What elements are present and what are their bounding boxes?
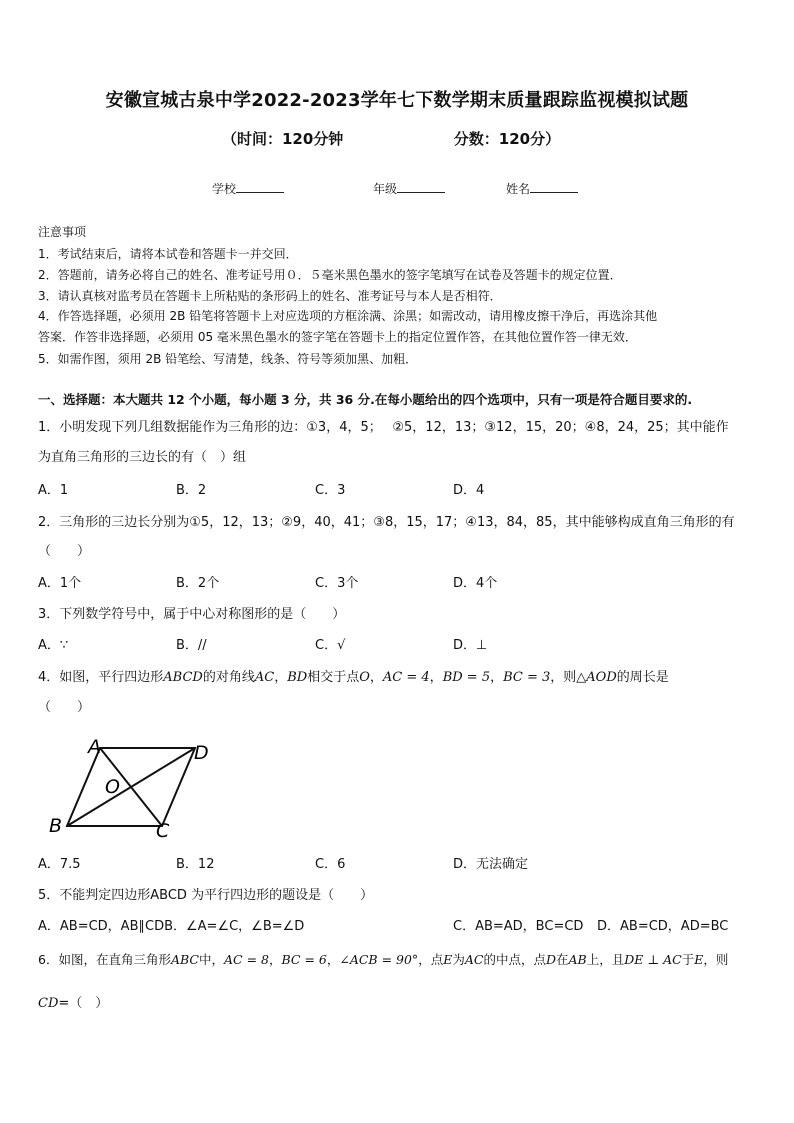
note-item: 答案．作答非选择题，必须用 05 毫米黑色墨水的签字笔在答题卡上的指定位置作答，在其他位置作答一律无效． <box>38 330 637 344</box>
q5-text: 5．不能判定四边形ABCD 为平行四边形的题设是（ ） <box>38 888 374 903</box>
q2-option-b: B．2个 <box>176 576 220 591</box>
label-b: B <box>49 815 63 837</box>
q1-option-c: C．3 <box>315 483 346 498</box>
q3-text: 3．下列数学符号中，属于中心对称图形的是（ ） <box>38 607 346 622</box>
q3-option-c: C．√ <box>315 638 346 653</box>
q1-text: 1．小明发现下列几组数据能作为三角形的边：①3，4，5； ②5，12，13；③12，15，20；④8，24，25；其中能作 <box>38 420 729 435</box>
exam-score: 分数：120分） <box>453 130 561 148</box>
note-item: 3．请认真核对监考员在答题卡上所粘贴的条形码上的姓名、准考证号与本人是否相符． <box>38 289 502 303</box>
parallelogram-figure <box>40 733 230 843</box>
q3-option-a: A．∵ <box>38 638 69 653</box>
name-label: 姓名 <box>506 182 531 196</box>
exam-time: （时间：120分钟 <box>222 130 344 148</box>
q3-option-b: B．// <box>176 638 207 653</box>
note-item: 5．如需作图，须用 2B 铅笔绘、写清楚，线条、符号等须加黑、加粗． <box>38 352 418 366</box>
school-label: 学校 <box>212 182 237 196</box>
q2-option-d: D．4个 <box>453 576 498 591</box>
q4-option-a: A．7.5 <box>38 857 81 872</box>
grade-label: 年级 <box>373 182 398 196</box>
q2-text-cont: （ ） <box>38 544 91 559</box>
notes-heading: 注意事项 <box>38 225 87 239</box>
q4-option-b: B．12 <box>176 857 215 872</box>
q1-option-a: A．1 <box>38 483 69 498</box>
q6-text-cont: CD=（ ） <box>38 996 109 1011</box>
q4-option-d: D．无法确定 <box>453 857 529 872</box>
exam-title: 安徽宣城古泉中学2022-2023学年七下数学期末质量跟踪监视模拟试题 <box>105 90 689 111</box>
label-o: O <box>105 776 120 798</box>
section-heading: 一、选择题：本大题共 12 个小题，每小题 3 分，共 36 分.在每小题给出的四个选项中，只有一项是符合题目要求的. <box>38 392 693 407</box>
diagonal-bd <box>67 748 195 826</box>
q2-option-a: A．1个 <box>38 576 82 591</box>
name-field <box>506 180 578 197</box>
note-item: 4．作答选择题，必须用 2B 铅笔将答题卡上对应选项的方框涂满、涂黑；如需改动，请用橡皮擦干净后，再选涂其他 <box>38 309 658 323</box>
exam-subtitle <box>222 128 560 149</box>
label-d: D <box>194 742 209 764</box>
q1-text-cont: 为直角三角形的三边长的有（ ）组 <box>38 450 247 465</box>
label-c: C <box>156 820 170 842</box>
q2-option-c: C．3个 <box>315 576 359 591</box>
q4-option-c: C．6 <box>315 857 346 872</box>
q6-text: 6．如图，在直角三角形ABC中，AC = 8，BC = 6，∠ACB = 90°，点E为AC的中点，点D在AB上，且DE ⊥ AC于E，则 <box>38 952 729 967</box>
q3-option-d: D．⊥ <box>453 638 488 653</box>
note-item: 1．考试结束后，请将本试卷和答题卡一并交回． <box>38 247 298 261</box>
q4-text-cont: （ ） <box>38 700 91 715</box>
q5-option-c: C．AB=AD，BC=CD <box>453 919 584 934</box>
q5-option-ab: A．AB=CD，AB∥CDB．∠A=∠C，∠B=∠D <box>38 919 305 934</box>
q1-option-b: B．2 <box>176 483 207 498</box>
grade-field <box>373 180 445 197</box>
q5-option-d: D．AB=CD，AD=BC <box>597 919 729 934</box>
q4-text: 4．如图，平行四边形ABCD的对角线AC，BD相交于点O，AC = 4，BD = 5，BC = 3，则△AOD的周长是 <box>38 670 669 685</box>
note-item: 2．答题前，请务必将自己的姓名、准考证号用０．５毫米黑色墨水的签字笔填写在试卷及答题卡的规定位置． <box>38 268 622 282</box>
label-a: A <box>88 736 101 758</box>
school-field <box>212 180 284 197</box>
q2-text: 2．三角形的三边长分别为①5，12，13；②9，40，41；③8，15，17；④13，84，85，其中能够构成直角三角形的有 <box>38 515 735 530</box>
q1-option-d: D．4 <box>453 483 485 498</box>
